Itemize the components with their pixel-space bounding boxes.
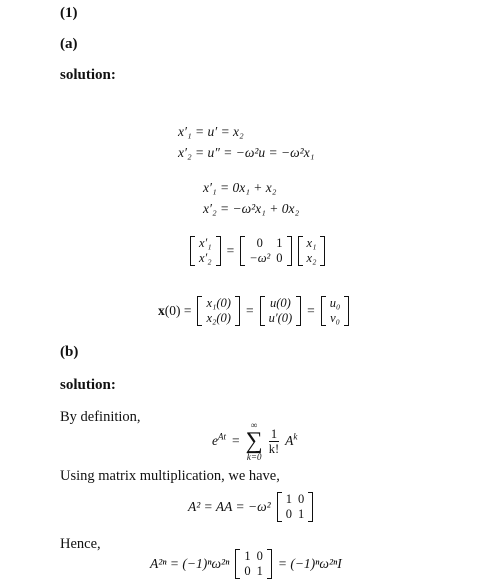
sigma-icon: ∑ bbox=[245, 428, 263, 454]
solution-a-heading: solution: bbox=[60, 67, 116, 83]
matrix-entry: 1 bbox=[256, 564, 263, 578]
a-squared-equation bbox=[188, 492, 313, 522]
matrix-entry: 0 bbox=[244, 564, 251, 578]
state-vector-symbol: x bbox=[158, 303, 165, 318]
matrix-entry: 1 bbox=[297, 507, 305, 521]
identity-matrix bbox=[235, 549, 272, 579]
lhs-vector bbox=[190, 236, 221, 266]
fraction-numerator: 1 bbox=[270, 426, 278, 441]
matrix-entry: 0 bbox=[285, 507, 292, 521]
exp-superscript: At bbox=[218, 431, 226, 442]
vector-entry: x₂(0) bbox=[206, 311, 231, 325]
matrix-multiplication-text: Using matrix multiplication, we have, bbox=[60, 468, 280, 484]
matrix-entry: 1 bbox=[285, 492, 292, 506]
exp-base: e bbox=[212, 433, 218, 448]
matrix-entry: 0 bbox=[297, 492, 305, 506]
initial-condition-equation: x(0) = x₁(0) x₂(0) = u(0) u′(0) = u₀ v₀ bbox=[158, 296, 349, 326]
solution-b-heading: solution: bbox=[60, 377, 116, 393]
exp-term: A bbox=[285, 433, 294, 448]
equals-sign: = bbox=[232, 433, 240, 448]
initial-vector-2 bbox=[260, 296, 302, 326]
vector-entry: u′(0) bbox=[268, 311, 293, 325]
fraction-denominator: k! bbox=[268, 441, 280, 456]
by-definition-text: By definition, bbox=[60, 409, 141, 425]
matrix-entry: 0 bbox=[256, 549, 263, 563]
vector-entry: u(0) bbox=[269, 296, 291, 310]
initial-argument: (0) = bbox=[164, 303, 192, 318]
matrix-entry: 1 bbox=[276, 236, 283, 250]
initial-vector-1 bbox=[197, 296, 239, 326]
rhs-entry: x₁ bbox=[306, 236, 317, 250]
exp-term-superscript: k bbox=[293, 431, 298, 442]
rhs-vector bbox=[298, 236, 326, 266]
fraction bbox=[269, 427, 279, 456]
identity-matrix bbox=[277, 492, 314, 522]
a-squared-lhs: A² = AA = −ω² bbox=[188, 499, 271, 514]
vector-entry: x₁(0) bbox=[206, 296, 231, 310]
matrix-entry: 1 bbox=[244, 549, 251, 563]
equation-line-2: x′₂ = u″ = −ω²u = −ω²x₁ bbox=[178, 145, 315, 160]
matrix-entry: −ω² bbox=[249, 251, 271, 265]
initial-vector-3 bbox=[321, 296, 350, 326]
a-power-2n-rhs: = (−1)ⁿω²ⁿI bbox=[277, 556, 342, 571]
matrix-exponential-definition bbox=[212, 420, 297, 462]
vector-entry: u₀ bbox=[329, 296, 341, 310]
part-b-heading: (b) bbox=[60, 344, 79, 360]
part-a-heading: (a) bbox=[60, 36, 78, 52]
summation bbox=[246, 420, 263, 462]
equation-line-1: x′₁ = u′ = x₂ bbox=[178, 124, 244, 139]
hence-text: Hence, bbox=[60, 536, 101, 552]
a-power-2n-equation bbox=[150, 549, 342, 579]
vector-entry: v₀ bbox=[330, 311, 341, 325]
coefficient-matrix bbox=[240, 236, 291, 266]
matrix-entry: 0 bbox=[276, 251, 283, 265]
equation-line-4: x′₂ = −ω²x₁ + 0x₂ bbox=[203, 201, 300, 216]
rhs-entry: x₂ bbox=[306, 251, 317, 265]
a-power-2n-lhs: A²ⁿ = (−1)ⁿω²ⁿ bbox=[150, 556, 230, 571]
sum-upper-limit: ∞ bbox=[250, 420, 258, 430]
lhs-entry: x′₂ bbox=[199, 251, 212, 265]
sum-lower-limit: k=0 bbox=[246, 452, 262, 462]
equation-line-3: x′₁ = 0x₁ + x₂ bbox=[203, 180, 277, 195]
part-1-heading: (1) bbox=[60, 5, 78, 21]
lhs-entry: x′₁ bbox=[199, 236, 212, 250]
matrix-system-equation: x′₁ x′₂ = 0 1 −ω² 0 x₁ x₂ bbox=[190, 236, 325, 266]
matrix-entry: 0 bbox=[256, 236, 263, 250]
